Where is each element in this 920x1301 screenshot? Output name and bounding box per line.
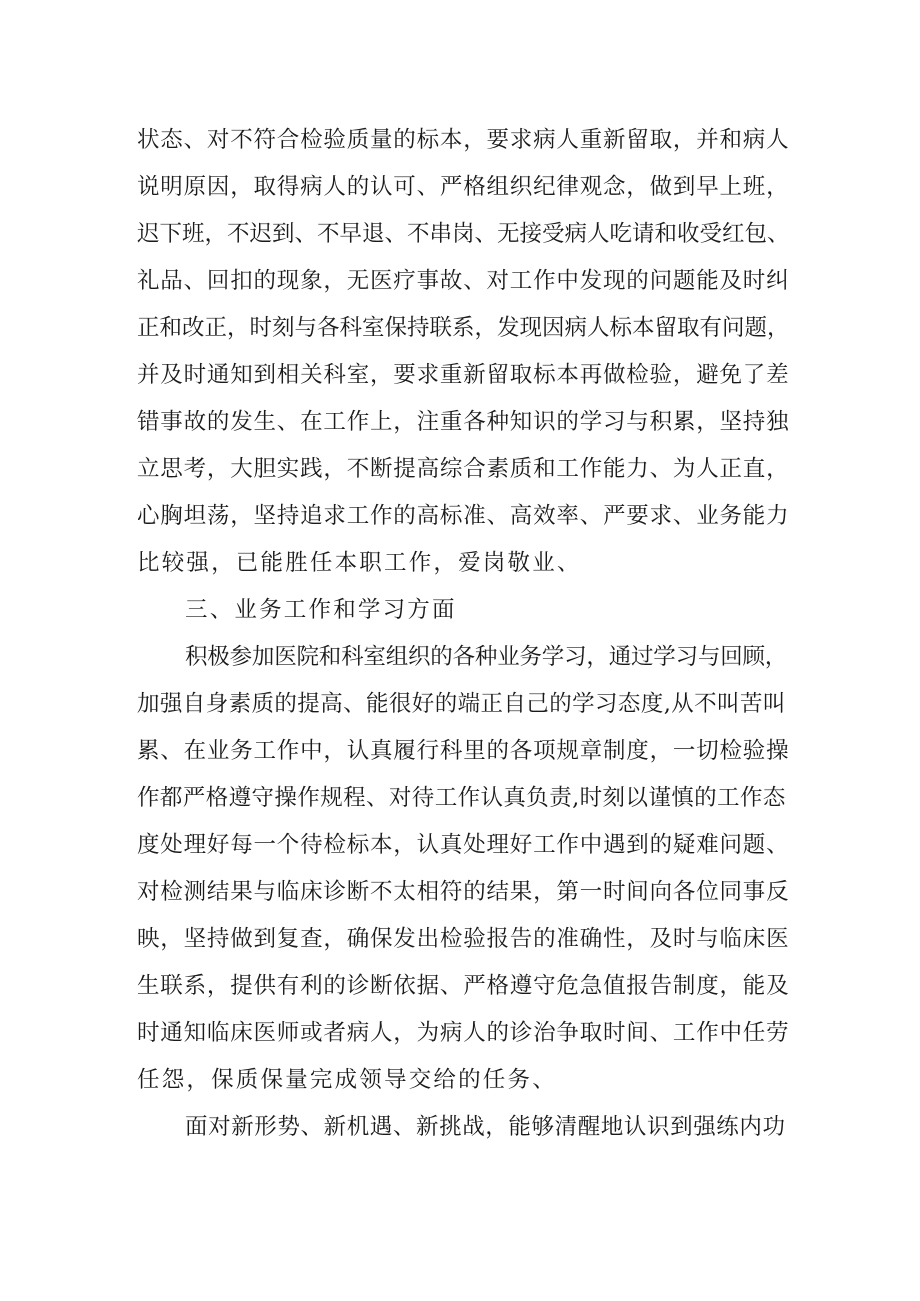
paragraph-line: 时通知临床医师或者病人，为病人的诊治争取时间、工作中任劳 [137, 1020, 790, 1046]
paragraph-line: 礼品、回扣的现象，无医疗事故、对工作中发现的问题能及时纠 [137, 268, 790, 294]
paragraph-line: 迟下班，不迟到、不早退、不串岗、无接受病人吃请和收受红包、 [137, 221, 790, 247]
paragraph-line: 映，坚持做到复查，确保发出检验报告的准确性，及时与临床医 [137, 926, 790, 952]
paragraph-line: 度处理好每一个待检标本，认真处理好工作中遇到的疑难问题、 [137, 832, 790, 858]
paragraph-line: 累、在业务工作中，认真履行科里的各项规章制度，一切检验操 [137, 738, 790, 764]
paragraph-line: 立思考，大胆实践，不断提高综合素质和工作能力、为人正直， [137, 456, 790, 482]
paragraph-line: 说明原因，取得病人的认可、严格组织纪律观念，做到早上班， [137, 174, 790, 200]
paragraph-line: 生联系，提供有利的诊断依据、严格遵守危急值报告制度，能及 [137, 973, 790, 999]
paragraph-line: 任怨，保质保量完成领导交给的任务、 [137, 1067, 557, 1093]
paragraph-line: 加强自身素质的提高、能很好的端正自己的学习态度,从不叫苦叫 [137, 691, 786, 717]
paragraph-line: 面对新形势、新机遇、新挑战，能够清醒地认识到强练内功 [185, 1114, 786, 1140]
paragraph-line: 并及时通知到相关科室，要求重新留取标本再做检验，避免了差 [137, 362, 790, 388]
paragraph-line: 比较强，已能胜任本职工作，爱岗敬业、 [137, 550, 582, 576]
paragraph-line: 状态、对不符合检验质量的标本，要求病人重新留取，并和病人 [137, 127, 790, 153]
paragraph-line: 心胸坦荡，坚持追求工作的高标准、高效率、严要求、业务能力 [137, 503, 790, 529]
paragraph-line: 错事故的发生、在工作上，注重各种知识的学习与积累，坚持独 [137, 409, 790, 435]
paragraph-line: 作都严格遵守操作规程、对待工作认真负责,时刻以谨慎的工作态 [137, 785, 786, 811]
paragraph-line: 正和改正，时刻与各科室保持联系，发现因病人标本留取有问题， [137, 315, 790, 341]
paragraph-line: 积极参加医院和科室组织的各种业务学习，通过学习与回顾， [185, 644, 788, 670]
section-heading: 三、业务工作和学习方面 [185, 597, 457, 623]
paragraph-line: 对检测结果与临床诊断不太相符的结果，第一时间向各位同事反 [137, 879, 790, 905]
